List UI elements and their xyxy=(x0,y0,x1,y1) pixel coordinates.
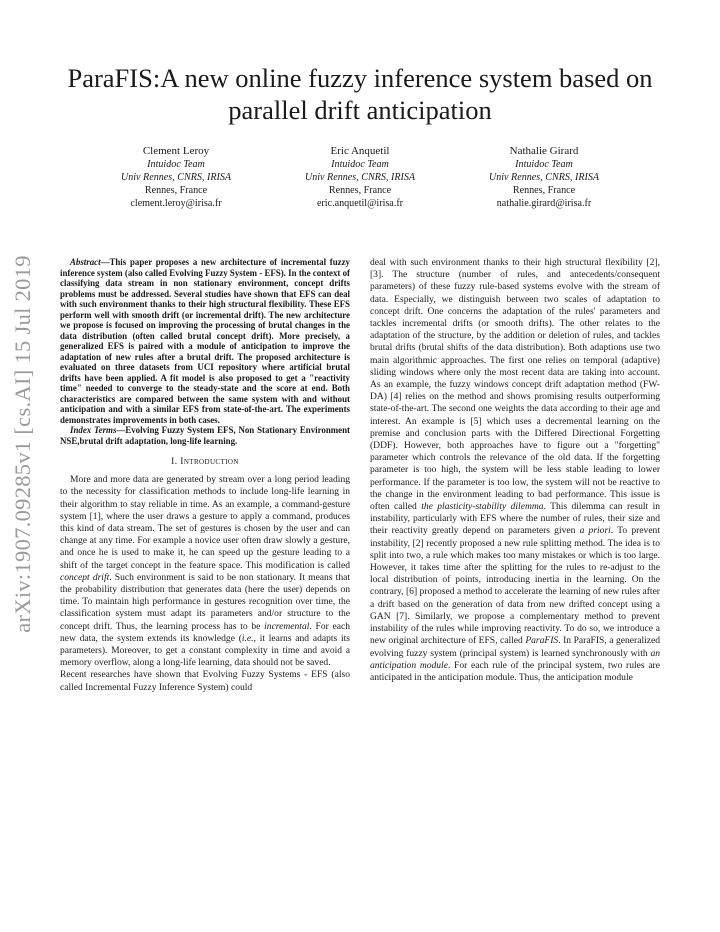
index-terms-text: —Evolving Fuzzy System EFS, Non Stationary Environment NSE,brutal drift adaptation, long-life learning. xyxy=(60,425,350,446)
author-email[interactable]: clement.leroy@irisa.fr xyxy=(130,198,222,209)
author-affiliation: Univ Rennes, CNRS, IRISA xyxy=(304,172,416,183)
author-team: Intuidoc Team xyxy=(147,159,205,170)
section-heading: I. Introduction xyxy=(171,457,239,467)
author-affiliation: Univ Rennes, CNRS, IRISA xyxy=(120,172,232,183)
arxiv-stamp xyxy=(3,255,43,633)
author-name: Clement Leroy xyxy=(142,145,210,157)
abstract-text: —This paper proposes a new architecture of incremental fuzzy inference system (also called Evolving Fuzzy System - EFS). In the context of classifying data stream in non stationary environment, concept drifts problems must be addressed. Several studies have shown that EFS can deal with such environment thanks to their high structural flexibility. These EFS perform well with smooth drift (or incremental drift). The new architecture we propose is focused on improving the processing of brutal changes in the data distribution (often called brutal concept drift). More precisely, a generalized EFS is paired with a module of anticipation to improve the adaptation of new rules after a brutal drift. The proposed architecture is evaluated on three datasets from UCI repository where artificial brutal drifts have been applied. A fit model is also proposed to get a "reactivity time" needed to converge to the steady-state and the score at end. Both characteristics are compared between the same system with and without anticipation and with a similar EFS from state-of-the-art. The experiments demonstrates improvements in both cases. xyxy=(60,257,350,425)
index-terms xyxy=(60,425,350,446)
intro-paragraph-3: deal with such environment thanks to their high structural flexibility [2], [3]. The structure (number of rules, and antecedents/consequent parameters) of these fuzzy rule-based systems evolve with the stream of data. Especially, we distinguish between two scales of adaptation to concept drift. One concerns the adaptation of the rules' parameters and tackles incremental drifts (or smooth drifts). The other relates to the adaptation of the structure, by the addition or deletion of rules, and tackles brutal drifts (brutal shifts of the data distribution). Both adaptions use two main algorithmic approaches. The first one relies on temporal (adaptive) sliding windows where only the most recent data are taking into account. As an example, the fuzzy windows concept drift adaptation method (FW-DA) [4] relies on the method and shows promising results outperforming state-of-the-art. The second one weights the data according to their age and interest. An example is [5] which uses a decremental learning on the premise and conclusion parts with the Differed Directional Forgetting (DDF). However, both approaches have to figure out a "forgetting" parameter which controls the relevance of the old data. If the forgetting parameter is too high, the system will be less stable leading to lower performance. If the parameter is too low, the system will not be reactive to the change in the environment leading to bad performance. This issue is often called the plasticity-stability dilemma. This dilemma can result in instability, particularly with EFS where the number of rules, their size and their reactivity greatly depend on parameters given a priori. To prevent instability, [2] recently proposed a new rule splitting method. The idea is to split into two, a rule which makes too many mistakes or which is too large. However, it takes time after the splitting for the rules to re-adjust to the local distribution of points, introducing inertia in the learning. On the contrary, [6] proposed a method to accelerate the learning of new rules after a drift based on the generation of data from new drifted concept using a GAN [7]. Similarly, we propose a complementary method to prevent instability of the rules while improving reactivity. To do so, we introduce a new original architecture of EFS, called ParaFIS. In ParaFIS, a generalized evolving fuzzy system (principal system) is learned synchronously with an anticipation module. For each rule of the principal system, two rules are anticipated in the anticipation module. Thus, the anticipation module xyxy=(370,257,660,683)
author-location: Rennes, France xyxy=(144,185,208,196)
author-email[interactable]: eric.anquetil@irisa.fr xyxy=(316,198,404,209)
paper-title: ParaFIS:A new online fuzzy inference system based on parallel drift anticipation xyxy=(67,63,653,125)
intro-paragraph-1: More and more data are generated by stream over a long period leading to the necessity for classification methods to include long-life learning in their algorithm to stay reliable in time. As an example, a command-gesture system [1], where the user draws a gesture to apply a command, produces this kind of data stream. The set of gestures is chosen by the user and can change at any time. For example a novice user often draw slowly a gesture, and once he is used to make it, he can speed up the gesture leading to a shift of the target concept in the feature space. This modification is called concept drift. Such environment is said to be non stationary. It means that the probability distribution that generates data (here the user) depends on time. To maintain high performance in gestures recognition over time, the classification system must adapt its parameters and/or structure to the concept drift. Thus, the learning process has to be incremental. For each new data, the system extends its knowledge (i.e., it learns and adapts its parameters). Moreover, to get a constant complexity in time and avoid a memory overflow, along a long-life learning, data should not be saved. xyxy=(60,474,350,669)
arxiv-identifier: arXiv:1907.09285v1 [cs.AI] 15 Jul 2019 xyxy=(10,255,36,633)
author-team: Intuidoc Team xyxy=(331,159,389,170)
author-affiliation: Univ Rennes, CNRS, IRISA xyxy=(488,172,600,183)
abstract xyxy=(60,257,350,425)
author-1 xyxy=(84,144,268,210)
index-terms-label: Index Terms xyxy=(70,425,117,435)
author-block xyxy=(84,144,636,210)
author-location: Rennes, France xyxy=(328,185,392,196)
intro-paragraph-2: Recent researches have shown that Evolving Fuzzy Systems - EFS (also called Incremental Fuzzy Inference System) could xyxy=(60,669,350,693)
author-name: Nathalie Girard xyxy=(509,145,579,157)
author-location: Rennes, France xyxy=(512,185,576,196)
abstract-label: Abstract xyxy=(70,257,101,267)
right-column xyxy=(370,257,660,684)
author-name: Eric Anquetil xyxy=(330,145,390,157)
left-column xyxy=(60,257,350,694)
author-2 xyxy=(268,144,452,210)
author-3 xyxy=(452,144,636,210)
author-team: Intuidoc Team xyxy=(515,159,573,170)
author-email[interactable]: nathalie.girard@irisa.fr xyxy=(496,198,592,209)
